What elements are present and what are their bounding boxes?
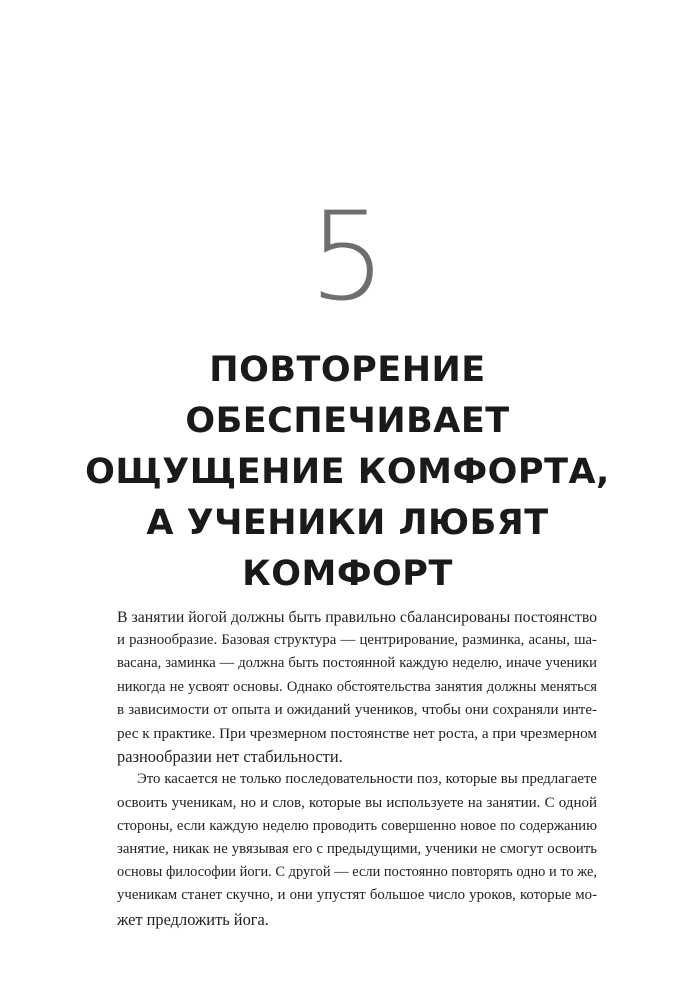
chapter-title-line: А УЧЕНИКИ ЛЮБЯТ [146, 503, 549, 543]
paragraph [117, 606, 597, 768]
chapter-title-line: КОМФОРТ [242, 554, 453, 594]
chapter-number: 5 [308, 186, 387, 328]
text-line: Это касается не только последовательности поз, которые вы предлагаете [137, 771, 597, 788]
chapter-title-line: ПОВТОРЕНИЕ [209, 350, 486, 390]
text-line: в зависимости от опыта и ожиданий учеников, чтобы они сохраняли инте- [117, 701, 597, 718]
text-line: стороны, если каждую неделю проводить совершенно новое по содержанию [117, 817, 597, 834]
text-line: рес к практике. При чрезмерном постоянстве нет роста, а при чрезмерном [117, 725, 597, 743]
text-line: никогда не усвоят основы. Однако обстоятельства занятия должны меняться [117, 678, 597, 695]
text-line: жет предложить йога. [117, 909, 269, 929]
chapter-title-line: ОБЕСПЕЧИВАЕТ [185, 401, 510, 441]
text-line: В занятии йогой должны быть правильно сбалансированы постоянство [117, 609, 598, 626]
chapter-title-line: ОЩУЩЕНИЕ КОМФОРТА, [85, 452, 610, 492]
text-line: разнообразии нет стабильности. [117, 747, 343, 767]
text-line: освоить ученикам, но и слов, которые вы используете на занятии. С одной [117, 794, 597, 811]
text-line: занятие, никак не увязывая его с предыдущими, ученики не смогут освоить [117, 841, 597, 858]
text-line: васана, заминка — должна быть постоянной каждую неделю, иначе ученики [117, 655, 597, 672]
chapter-title [60, 345, 635, 600]
text-line: и разнообразие. Базовая структура — центрирование, разминка, асаны, ша- [117, 632, 597, 649]
text-line: основы философии йоги. С другой — если постоянно повторять одно и то же, [117, 864, 597, 881]
body-text [117, 606, 597, 931]
text-line: ученикам станет скучно, и они упустят большое число уроков, которые мо- [117, 887, 597, 904]
paragraph [117, 768, 597, 930]
